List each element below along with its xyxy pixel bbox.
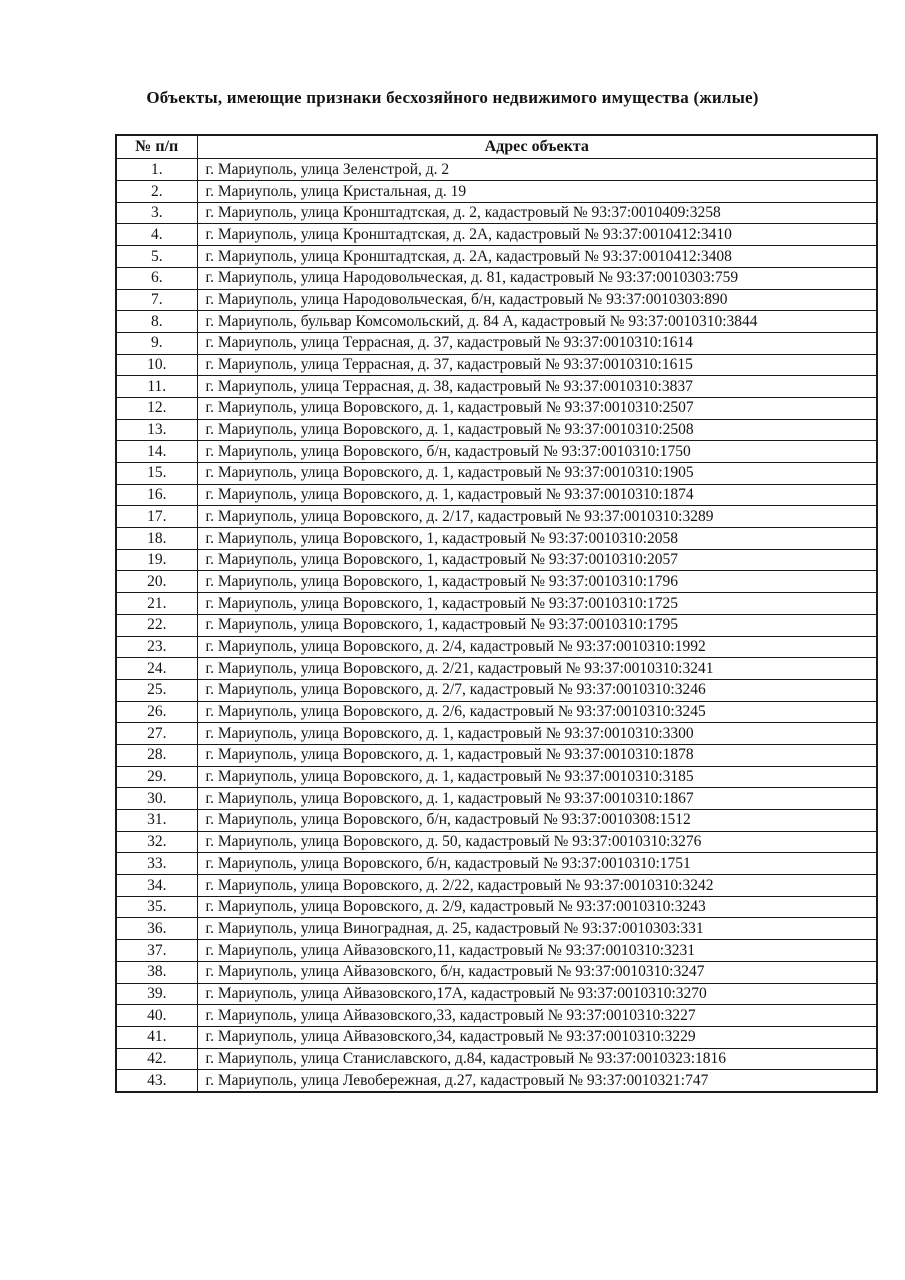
row-address: г. Мариуполь, улица Левобережная, д.27, кадастровый № 93:37:0010321:747	[197, 1070, 877, 1092]
row-address: г. Мариуполь, улица Айвазовского,17А, кадастровый № 93:37:0010310:3270	[197, 983, 877, 1005]
row-address: г. Мариуполь, улица Айвазовского,11, кадастровый № 93:37:0010310:3231	[197, 940, 877, 962]
table-row	[116, 810, 877, 832]
header-number: № п/п	[116, 135, 197, 159]
row-address: г. Мариуполь, улица Воровского, 1, кадастровый № 93:37:0010310:2058	[197, 528, 877, 550]
row-address: г. Мариуполь, улица Кристальная, д. 19	[197, 181, 877, 203]
row-number: 18.	[116, 528, 197, 550]
row-number: 41.	[116, 1026, 197, 1048]
table-row	[116, 723, 877, 745]
table-row	[116, 202, 877, 224]
row-number: 19.	[116, 549, 197, 571]
row-number: 6.	[116, 267, 197, 289]
row-address: г. Мариуполь, улица Террасная, д. 38, кадастровый № 93:37:0010310:3837	[197, 376, 877, 398]
row-number: 16.	[116, 484, 197, 506]
table-row	[116, 744, 877, 766]
table-row	[116, 658, 877, 680]
row-address: г. Мариуполь, улица Народовольческая, д. 81, кадастровый № 93:37:0010303:759	[197, 267, 877, 289]
row-address: г. Мариуполь, улица Воровского, д. 2/21, кадастровый № 93:37:0010310:3241	[197, 658, 877, 680]
row-number: 23.	[116, 636, 197, 658]
row-number: 15.	[116, 463, 197, 485]
table-row	[116, 593, 877, 615]
table-row	[116, 1048, 877, 1070]
row-number: 4.	[116, 224, 197, 246]
row-address: г. Мариуполь, улица Айвазовского,34, кадастровый № 93:37:0010310:3229	[197, 1026, 877, 1048]
document-title: Объекты, имеющие признаки бесхозяйного недвижимого имущества (жилые)	[146, 88, 759, 107]
table-row	[116, 289, 877, 311]
row-address: г. Мариуполь, улица Воровского, б/н, кадастровый № 93:37:0010308:1512	[197, 810, 877, 832]
table-row	[116, 419, 877, 441]
table-row	[116, 636, 877, 658]
objects-table	[115, 134, 878, 1093]
row-number: 17.	[116, 506, 197, 528]
header-address: Адрес объекта	[197, 135, 877, 159]
row-number: 29.	[116, 766, 197, 788]
table-row	[116, 896, 877, 918]
row-number: 25.	[116, 679, 197, 701]
table-row	[116, 376, 877, 398]
row-number: 2.	[116, 181, 197, 203]
row-address: г. Мариуполь, улица Воровского, д. 2/6, кадастровый № 93:37:0010310:3245	[197, 701, 877, 723]
table-row	[116, 246, 877, 268]
table-row	[116, 1005, 877, 1027]
table-row	[116, 614, 877, 636]
table-row	[116, 311, 877, 333]
row-address: г. Мариуполь, улица Воровского, б/н, кадастровый № 93:37:0010310:1750	[197, 441, 877, 463]
table-row	[116, 788, 877, 810]
row-number: 12.	[116, 397, 197, 419]
row-number: 20.	[116, 571, 197, 593]
row-number: 39.	[116, 983, 197, 1005]
row-number: 37.	[116, 940, 197, 962]
row-address: г. Мариуполь, улица Кронштадтская, д. 2А, кадастровый № 93:37:0010412:3410	[197, 224, 877, 246]
table-row	[116, 397, 877, 419]
row-number: 38.	[116, 961, 197, 983]
row-number: 8.	[116, 311, 197, 333]
row-address: г. Мариуполь, улица Воровского, д. 2/7, кадастровый № 93:37:0010310:3246	[197, 679, 877, 701]
row-number: 1.	[116, 159, 197, 181]
table-row	[116, 549, 877, 571]
row-number: 5.	[116, 246, 197, 268]
row-address: г. Мариуполь, улица Воровского, д. 2/4, кадастровый № 93:37:0010310:1992	[197, 636, 877, 658]
table-row	[116, 354, 877, 376]
row-address: г. Мариуполь, улица Воровского, д. 2/9, кадастровый № 93:37:0010310:3243	[197, 896, 877, 918]
row-address: г. Мариуполь, улица Воровского, д. 2/22, кадастровый № 93:37:0010310:3242	[197, 875, 877, 897]
row-number: 43.	[116, 1070, 197, 1092]
row-address: г. Мариуполь, улица Воровского, д. 50, кадастровый № 93:37:0010310:3276	[197, 831, 877, 853]
row-address: г. Мариуполь, улица Кронштадтская, д. 2А, кадастровый № 93:37:0010412:3408	[197, 246, 877, 268]
table-row	[116, 506, 877, 528]
table-row	[116, 679, 877, 701]
row-address: г. Мариуполь, улица Воровского, д. 1, кадастровый № 93:37:0010310:3300	[197, 723, 877, 745]
row-address: г. Мариуполь, улица Народовольческая, б/н, кадастровый № 93:37:0010303:890	[197, 289, 877, 311]
row-number: 30.	[116, 788, 197, 810]
table-row	[116, 181, 877, 203]
row-address: г. Мариуполь, улица Зеленстрой, д. 2	[197, 159, 877, 181]
row-address: г. Мариуполь, улица Кронштадтская, д. 2, кадастровый № 93:37:0010409:3258	[197, 202, 877, 224]
row-number: 34.	[116, 875, 197, 897]
row-address: г. Мариуполь, улица Воровского, д. 1, кадастровый № 93:37:0010310:1878	[197, 744, 877, 766]
row-number: 40.	[116, 1005, 197, 1027]
row-address: г. Мариуполь, бульвар Комсомольский, д. 84 А, кадастровый № 93:37:0010310:3844	[197, 311, 877, 333]
table-row	[116, 766, 877, 788]
table-row	[116, 983, 877, 1005]
row-number: 33.	[116, 853, 197, 875]
row-number: 21.	[116, 593, 197, 615]
table-row	[116, 159, 877, 181]
row-address: г. Мариуполь, улица Виноградная, д. 25, кадастровый № 93:37:0010303:331	[197, 918, 877, 940]
table-row	[116, 831, 877, 853]
row-number: 22.	[116, 614, 197, 636]
row-address: г. Мариуполь, улица Воровского, д. 1, кадастровый № 93:37:0010310:3185	[197, 766, 877, 788]
row-address: г. Мариуполь, улица Террасная, д. 37, кадастровый № 93:37:0010310:1615	[197, 354, 877, 376]
table-row	[116, 571, 877, 593]
row-address: г. Мариуполь, улица Воровского, 1, кадастровый № 93:37:0010310:2057	[197, 549, 877, 571]
row-address: г. Мариуполь, улица Айвазовского, б/н, кадастровый № 93:37:0010310:3247	[197, 961, 877, 983]
row-address: г. Мариуполь, улица Станиславского, д.84, кадастровый № 93:37:0010323:1816	[197, 1048, 877, 1070]
table-row	[116, 463, 877, 485]
table-row	[116, 1026, 877, 1048]
row-address: г. Мариуполь, улица Айвазовского,33, кадастровый № 93:37:0010310:3227	[197, 1005, 877, 1027]
row-number: 28.	[116, 744, 197, 766]
row-number: 35.	[116, 896, 197, 918]
row-number: 26.	[116, 701, 197, 723]
row-address: г. Мариуполь, улица Воровского, 1, кадастровый № 93:37:0010310:1795	[197, 614, 877, 636]
row-number: 24.	[116, 658, 197, 680]
row-address: г. Мариуполь, улица Воровского, д. 1, кадастровый № 93:37:0010310:2508	[197, 419, 877, 441]
row-number: 7.	[116, 289, 197, 311]
table-row	[116, 961, 877, 983]
table-header	[116, 135, 877, 159]
table-row	[116, 875, 877, 897]
row-number: 27.	[116, 723, 197, 745]
row-address: г. Мариуполь, улица Воровского, д. 1, кадастровый № 93:37:0010310:1867	[197, 788, 877, 810]
row-address: г. Мариуполь, улица Воровского, 1, кадастровый № 93:37:0010310:1725	[197, 593, 877, 615]
row-address: г. Мариуполь, улица Воровского, д. 2/17, кадастровый № 93:37:0010310:3289	[197, 506, 877, 528]
row-number: 11.	[116, 376, 197, 398]
row-address: г. Мариуполь, улица Воровского, б/н, кадастровый № 93:37:0010310:1751	[197, 853, 877, 875]
table-row	[116, 267, 877, 289]
row-number: 32.	[116, 831, 197, 853]
table-body	[116, 159, 877, 1092]
table-row	[116, 484, 877, 506]
table-row	[116, 332, 877, 354]
table-header-row	[116, 135, 877, 159]
row-number: 42.	[116, 1048, 197, 1070]
row-number: 9.	[116, 332, 197, 354]
row-address: г. Мариуполь, улица Воровского, д. 1, кадастровый № 93:37:0010310:2507	[197, 397, 877, 419]
row-address: г. Мариуполь, улица Воровского, д. 1, кадастровый № 93:37:0010310:1905	[197, 463, 877, 485]
row-number: 36.	[116, 918, 197, 940]
row-address: г. Мариуполь, улица Террасная, д. 37, кадастровый № 93:37:0010310:1614	[197, 332, 877, 354]
table-row	[116, 918, 877, 940]
row-number: 31.	[116, 810, 197, 832]
table-row	[116, 701, 877, 723]
row-number: 10.	[116, 354, 197, 376]
table-row	[116, 940, 877, 962]
table-row	[116, 1070, 877, 1092]
table-row	[116, 853, 877, 875]
row-address: г. Мариуполь, улица Воровского, д. 1, кадастровый № 93:37:0010310:1874	[197, 484, 877, 506]
table-row	[116, 224, 877, 246]
row-number: 13.	[116, 419, 197, 441]
table-row	[116, 528, 877, 550]
row-number: 3.	[116, 202, 197, 224]
table-row	[116, 441, 877, 463]
row-number: 14.	[116, 441, 197, 463]
row-address: г. Мариуполь, улица Воровского, 1, кадастровый № 93:37:0010310:1796	[197, 571, 877, 593]
